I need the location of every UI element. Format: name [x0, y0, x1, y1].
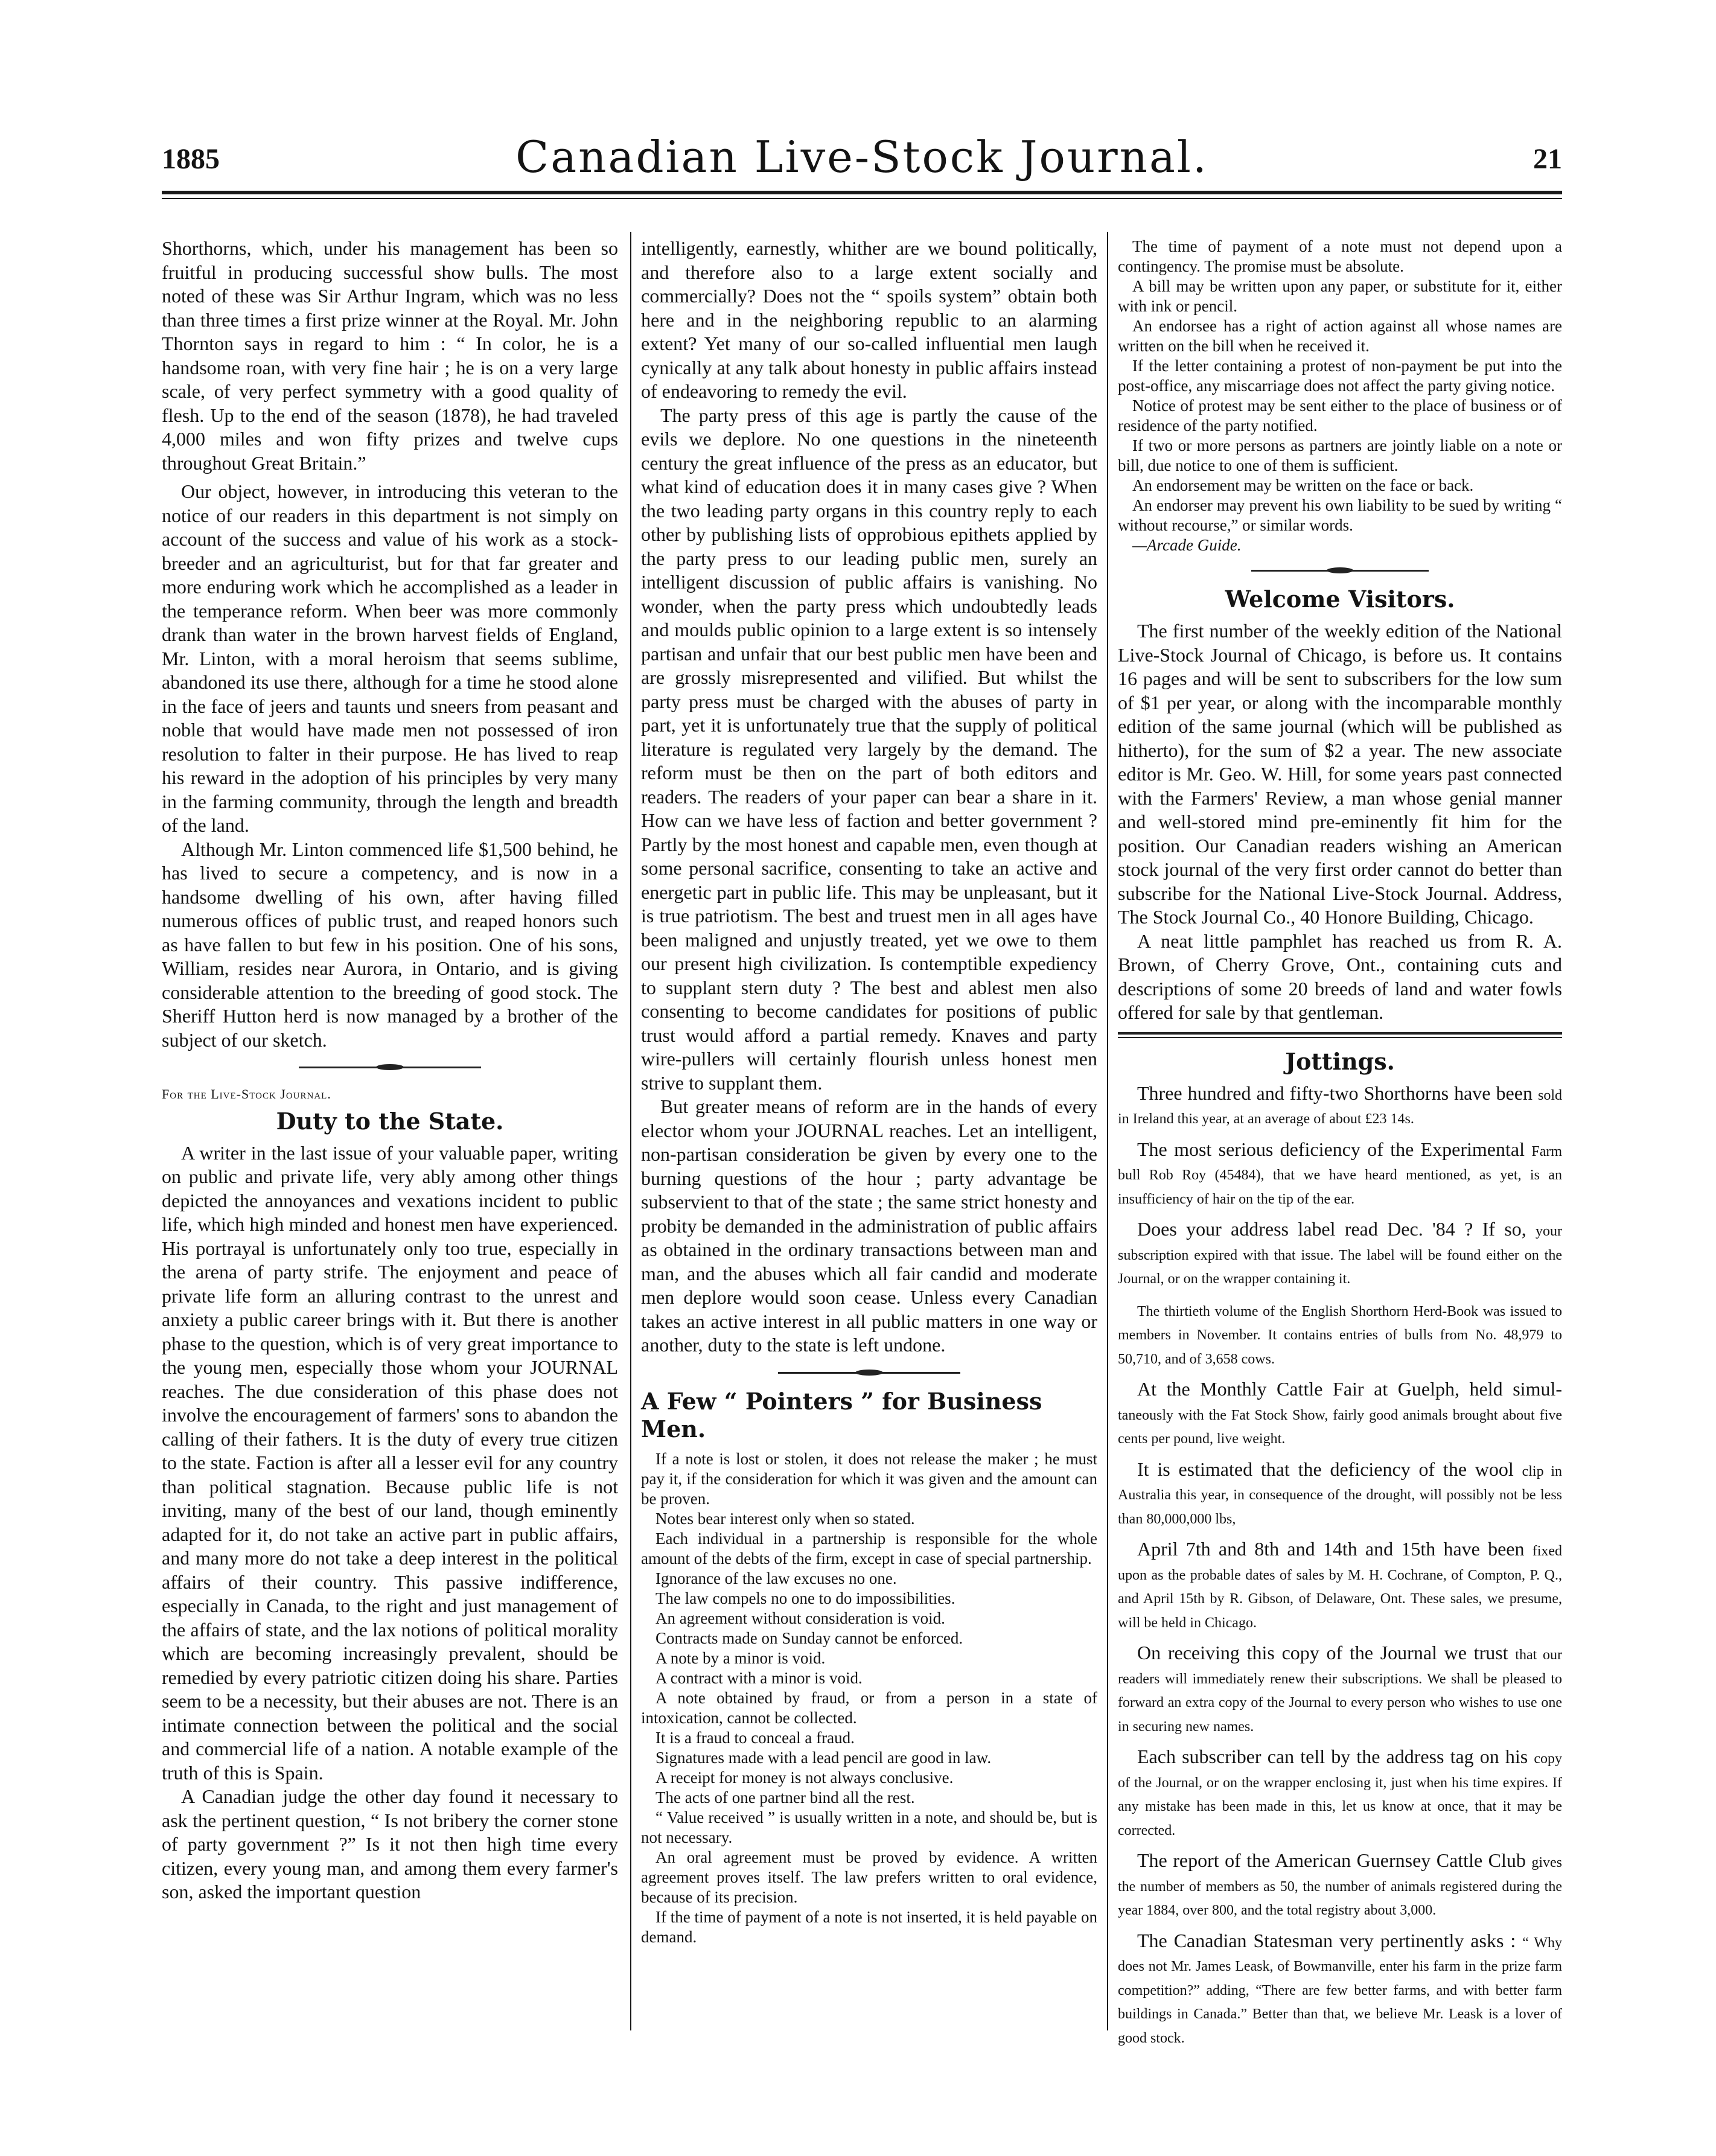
journal-title: Canadian Live-Stock Journal.	[515, 132, 1208, 182]
shorthorns-paragraph: Shorthorns, which, under his management has been so fruitful in producing successful show bulls. The most noted of these was Sir Arthur Ingram, which was no less than three times a first prize winner at the Royal. Mr. John Thornton says in regard to him : “ In color, he is a handsome roan, with very fine hair ; he is on a very large scale, of very perfect symmetry with a good quality of flesh. Up to the end of the season (1878), he had traveled 4,000 miles and won fifty prizes and twelve cups throughout Great Britain.”	[162, 237, 618, 474]
pointers-list	[641, 1449, 1097, 1947]
article-kicker: For the Live-Stock Journal.	[162, 1086, 331, 1102]
page-header	[162, 132, 1562, 180]
pointer-item: A bill may be written upon any paper, or substitute for it, either with ink or pencil.	[1118, 277, 1562, 315]
article-heading-welcome: Welcome Visitors.	[1225, 585, 1455, 613]
pointer-item: An oral agreement must be proved by evidence. A written agreement proves itself. The law prefers written to oral evidence, because of its precision.	[641, 1848, 1097, 1906]
pointer-item: An endorsee has a right of action against all whose names are written on the bill when he received it.	[1118, 317, 1562, 355]
pointer-item: Contracts made on Sunday cannot be enforced.	[655, 1628, 963, 1647]
article-heading-duty: Duty to the State.	[276, 1107, 504, 1135]
column-1	[162, 237, 618, 1904]
column-rule-1	[630, 232, 631, 2030]
jotting-item: At the Monthly Cattle Fair at Guelph, held simul- taneously with the Fat Stock Show, fairly good animals brought about five cents per pound, live weight.	[1118, 1378, 1562, 1447]
jotting-item: The thirtieth volume of the English Shorthorn Herd-Book was issued to members in November. It contains entries of bulls from No. 48,979 to 50,710, and of 3,658 cows.	[1118, 1303, 1562, 1367]
article-heading-jottings: Jottings.	[1285, 1047, 1395, 1075]
jottings-list	[1118, 1082, 1562, 2049]
duty-paragraph-2: A Canadian judge the other day found it necessary to ask the pertinent question, “ Is not bribery the corner stone of party government ?” Is it not then high time every citizen, every young man, and among them every farmer's son, asked the important question	[162, 1785, 618, 1902]
duty-continued-paragraph: intelligently, earnestly, whither are we bound politically, and therefore also to a large extent socially and commercially? Does not the “ spoils system” obtain both here and in the neighboring republic to an alarming extent? Yet many of our so-called influential men laugh cynically at any talk about honesty in public affairs instead of endeavoring to remedy the evil.	[641, 237, 1097, 402]
pointer-item: The time of payment of a note must not depend upon a contingency. The promise must be absolute.	[1118, 237, 1562, 275]
pointers-source: —Arcade Guide.	[1132, 536, 1242, 554]
pointer-item: Notice of protest may be sent either to the place of business or of residence of the party notified.	[1118, 397, 1562, 435]
issue-year: 1885	[162, 143, 220, 175]
header-rule-thin	[162, 198, 1562, 199]
pointer-item: “ Value received ” is usually written in a note, and should be, but is not necessary.	[641, 1808, 1097, 1846]
reform-paragraph: But greater means of reform are in the hands of every elector whom your JOURNAL reaches. Let an intelligent, non-partisan consideration be given by every one to the burning questions of the hour ; party advantage be subservient to that of the state ; the same strict honesty and probity be demanded in the administration of public affairs as obtained in the ordinary transactions between man and man, and the abuses which all fair candid and moderate men deplore would soon cease. Unless every Canadian takes an active interest in all public matters in one way or another, duty to the state is left undone.	[641, 1096, 1097, 1356]
jotting-item: It is estimated that the deficiency of the wool clip in Australia this year, in consequence of the drought, will possibly not be less than 80,000,000 lbs,	[1118, 1458, 1563, 1527]
welcome-paragraph-1: The first number of the weekly edition of the National Live-Stock Journal of Chicago, is before us. It contains 16 pages and will be sent to subscribers for the low sum of $1 per year, or along with the incomparable monthly edition of the same journal (which will be published as hitherto), for the sum of $2 a year. The new associate editor is Mr. Geo. W. Hill, for some years past connected with the Farmers' Review, a man whose genial manner and well-stored mind pre-eminently fit him for the position. Our Canadian readers wishing an American stock journal of the very first order cannot do better than subscribe for the National Live-Stock Journal. Address, The Stock Journal Co., 40 Honore Building, Chicago.	[1118, 620, 1562, 928]
pointer-item: A contract with a minor is void.	[655, 1668, 863, 1687]
pointer-item: If the time of payment of a note is not inserted, it is held payable on demand.	[641, 1907, 1097, 1946]
pointer-item: If the letter containing a protest of non-payment be put into the post-office, any miscarriage does not affect the party giving notice.	[1118, 357, 1562, 395]
column-2	[641, 237, 1097, 1947]
jotting-item: Each subscriber can tell by the address tag on his copy of the Journal, or on the wrapper enclosing it, just when his time expires. If any mistake has been made in this, let us know at once, that it may be corrected.	[1118, 1746, 1562, 1839]
column-3	[1118, 237, 1562, 2056]
section-separator	[1118, 564, 1562, 577]
pointer-item: Notes bear interest only when so stated.	[655, 1509, 915, 1528]
jotting-item: April 7th and 8th and 14th and 15th have been fixed upon as the probable dates of sales by M. H. Cochrane, of Compton, P. Q., and April 15th by R. Gibson, of Delaware, Ont. These sales, we presume, will be held in Chicago.	[1118, 1538, 1563, 1631]
welcome-paragraph-2: A neat little pamphlet has reached us from R. A. Brown, of Cherry Grove, Ont., containing cuts and descriptions of some 20 breeds of land and water fowls offered for sale by that gentleman.	[1118, 930, 1562, 1023]
pointer-item: An endorsement may be written on the face or back.	[1132, 476, 1474, 494]
page-number: 21	[1533, 143, 1562, 175]
pointer-item: Ignorance of the law excuses no one.	[655, 1569, 897, 1587]
duty-paragraph-1: A writer in the last issue of your valuable paper, writing on public and private life, very ably among other things depicted the annoyances and vexations incident to public life, which high minded and honest men have experienced. His portrayal is unfortunately only too true, especially in the arena of party strife. The enjoyment and peace of private life form an alluring contrast to the unrest and anxiety a public career brings with it. But there is another phase to the question, which is of very great importance to the young men, especially those whom your JOURNAL reaches. The due consideration of this phase does not involve the encouragement of farmers' sons to abandon the calling of their fathers. It is the duty of every true citizen to the state. Faction is after all a lesser evil for any country than political stagnation. Because public life is not inviting, many of the best of our land, though eminently adapted for it, do not take an active part in public affairs, and many more do not take a deep interest in the political affairs of their country. This passive indifference, especially in Canada, to the right and just management of the affairs of state, and the lax notions of political morality which are becoming increasingly prevalent, should be remedied by every patriotic citizen doing his share. Parties seem to be a necessity, but their abuses are not. There is an intimate connection between the political and the social and commercial life of a nation. A notable example of the truth of this is Spain.	[162, 1141, 618, 1784]
pointer-item: It is a fraud to conceal a fraud.	[655, 1728, 855, 1747]
article-heading-pointers: A Few “ Pointers ” for Business Men.	[641, 1387, 1042, 1443]
jotting-item: Does your address label read Dec. '84 ? If so, your subscription expired with that issue. The label will be found either on the Journal, or on the wrapper containing it.	[1118, 1218, 1563, 1287]
pointer-item: A receipt for money is not always conclusive.	[655, 1768, 954, 1787]
pointer-item: Each individual in a partnership is responsible for the whole amount of the debts of the firm, except in case of special partnership.	[641, 1529, 1097, 1568]
section-separator	[162, 1060, 618, 1074]
header-rule-thick	[162, 191, 1562, 194]
jotting-item: On receiving this copy of the Journal we trust that our readers will immediately renew their subscriptions. We shall be pleased to forward an extra copy of the Journal to every person who wishes to use one in securing new names.	[1118, 1642, 1563, 1735]
jotting-item: The Canadian Statesman very pertinently asks : “ Why does not Mr. James Leask, of Bowmanville, enter his farm in the prize farm competition?” adding, “There are few better farms, and with better farm buildings in Canada.” Better than that, we believe Mr. Leask is a lover of good stock.	[1118, 1929, 1563, 2046]
linton-paragraph: Our object, however, in introducing this veteran to the notice of our readers in this department is not simply on account of the success and value of his work as a stock-breeder and an agriculturist, but for that far greater and more enduring work which he accomplished as a leader in the temperance reform. When beer was more commonly drank than water in the brown harvest fields of England, Mr. Linton, with a moral heroism that seems sublime, abandoned its use there, although for a time he stood alone in the face of jeers and taunts und sneers from peasant and noble that would have made men not possessed of iron resolution to falter in their purpose. He has lived to reap his reward in the adoption of his principles by very many in the farming community, through the length and breadth of the land.	[162, 480, 618, 836]
pointer-item: The acts of one partner bind all the rest.	[655, 1788, 915, 1807]
pointer-item: A note by a minor is void.	[655, 1648, 826, 1667]
party-press-paragraph: The party press of this age is partly the cause of the evils we deplore. No one questions in the nineteenth century the great influence of the press as an educator, but what kind of education does it in many cases give ? When the two leading party organs in this country reply to each other by publishing lists of opprobious epithets applied by the party press to our leading public men, surely an intelligent discussion of public affairs is vanishing. No wonder, when the party press which undoubtedly leads and moulds public opinion to a large extent is so intensely partisan and unfair that our best public men have been and are grossly misrepresented and vilified. But whilst the party press must be charged with the abuses of party in part, yet it is unfortunately true that the supply of political literature is regulated very largely by the demand. The reform must be then on the part of both editors and readers. The readers of your paper can bear a share in it. How can we have less of faction and better government ? Partly by the most honest and capable men, even though at some personal sacrifice, consenting to take an active and energetic part in public life. This may be unpleasant, but it is true patriotism. The best and truest men in all ages have been maligned and unjustly treated, yet we owe to them our present high civilization. Is contemptible expediency to supplant stern duty ? The best and ablest men also consenting to become candidates for positions of public trust would afford a partial remedy. Knaves and party wire-pullers will certainly flourish unless honest men strive to supplant them.	[641, 404, 1097, 1094]
jotting-item: The report of the American Guernsey Cattle Club gives the number of members as 50, the number of animals registered during the year 1884, over 800, and the total registry about 3,000.	[1118, 1849, 1562, 1918]
column-rule-2	[1107, 232, 1108, 2030]
jotting-item: Three hundred and fifty-two Shorthorns have been sold in Ireland this year, at an average of about £23 14s.	[1118, 1082, 1563, 1127]
pointer-item: If two or more persons as partners are jointly liable on a note or bill, due notice to one of them is sufficient.	[1118, 436, 1562, 474]
double-rule	[1118, 1032, 1562, 1038]
jotting-item: The most serious deficiency of the Experimental Farm bull Rob Roy (45484), that we have heard mentioned, as yet, is an insufficiency of hair on the tip of the ear.	[1118, 1138, 1563, 1207]
linton-career-paragraph: Although Mr. Linton commenced life $1,500 behind, he has lived to secure a competency, and is now in a handsome dwelling of his own, after having filled numerous offices of public trust, and reaped honors such as have fallen to but few in his position. One of his sons, William, resides near Aurora, in Ontario, and is giving considerable attention to the breeding of good stock. The Sheriff Hutton herd is now managed by a brother of the subject of our sketch.	[162, 838, 618, 1051]
pointer-item: An endorser may prevent his own liability to be sued by writing “ without recourse,” or similar words.	[1118, 496, 1562, 534]
pointer-item: Signatures made with a lead pencil are good in law.	[655, 1748, 992, 1767]
pointer-item: If a note is lost or stolen, it does not release the maker ; he must pay it, if the consideration for which it was given and the amount can be proven.	[641, 1449, 1097, 1508]
section-separator	[641, 1366, 1097, 1379]
pointers-list-continued	[1118, 237, 1562, 555]
pointer-item: A note obtained by fraud, or from a person in a state of intoxication, cannot be collected.	[641, 1688, 1097, 1727]
pointer-item: An agreement without consideration is void.	[655, 1609, 945, 1627]
pointer-item: The law compels no one to do impossibilities.	[655, 1589, 955, 1607]
